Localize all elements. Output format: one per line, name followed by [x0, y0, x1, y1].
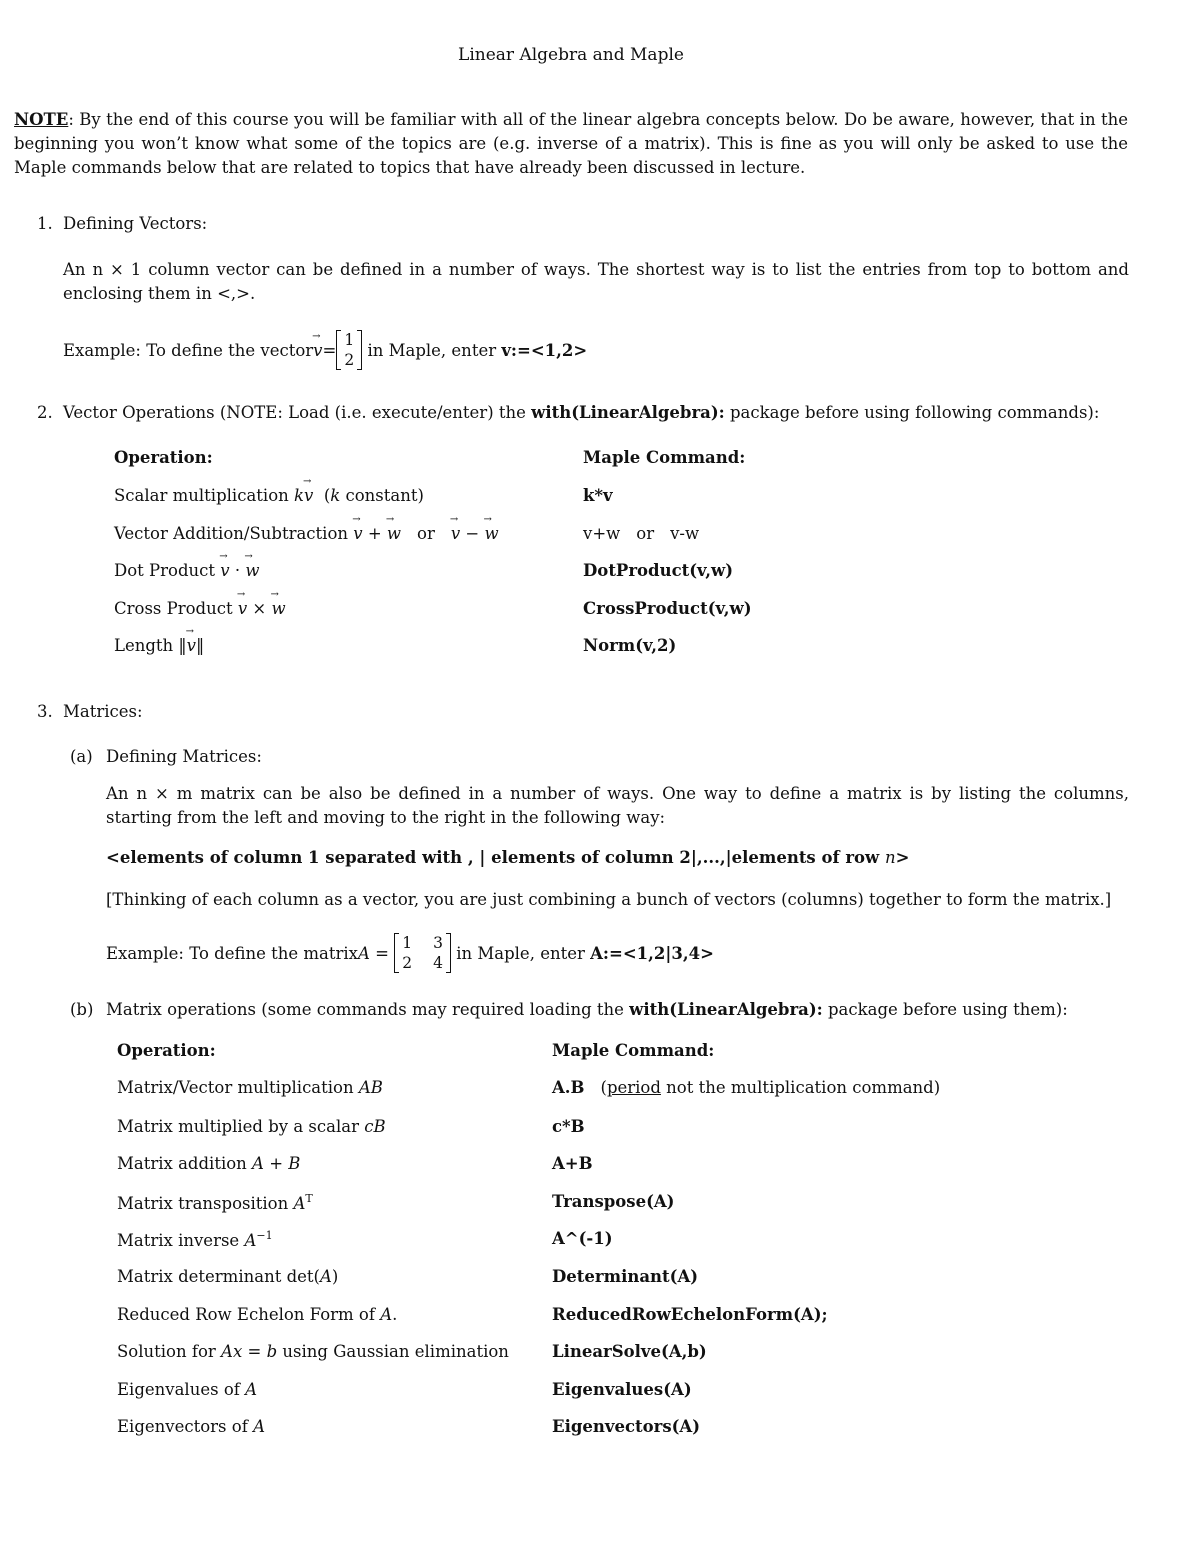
matrix-op-math: A: [380, 1305, 393, 1324]
vector-op-dot-product: Dot Product → v · → w: [114, 561, 259, 580]
vector-cmd-add: v+w: [583, 524, 621, 543]
vector-op-addition-subtraction: Vector Addition/Subtraction → v + → w or→ v − → w: [114, 524, 499, 543]
matrix-cmd-row: [552, 1380, 692, 1399]
subsection-b-heading-package: with(LinearAlgebra):: [629, 1000, 823, 1019]
matrix-op-math: A: [253, 1417, 265, 1436]
subsection-b-heading: [106, 1000, 1068, 1019]
matrix-op-text: Matrix inverse: [117, 1231, 245, 1250]
subsection-a-paragraph: An n × m matrix can be also be defined in a number of ways. One way to define a matrix is by listing the columns, starting from the left and moving to the right in the following way:: [106, 784, 1129, 827]
vector-op-text: Cross Product: [114, 599, 238, 618]
matrix-entry: 4: [433, 954, 443, 972]
vector-op-text: constant): [340, 486, 424, 505]
matrix-op-superscript: −1: [256, 1229, 273, 1242]
matrix-op-text-end: using Gaussian elimination: [277, 1342, 509, 1361]
matrix-op-row: [117, 1342, 509, 1361]
vector-cmd-addition-subtraction: [583, 524, 699, 543]
matrix-cmd-text: A^(-1): [552, 1229, 613, 1248]
vector-entry: 2: [344, 351, 355, 369]
vector-cmd-cross-product: CrossProduct(v,w): [583, 599, 752, 618]
section-1-number: 1.: [37, 214, 53, 233]
matrix-op-row: [117, 1078, 383, 1097]
vector-example-mid: in Maple, enter: [362, 340, 502, 360]
section-1-paragraph: An n × 1 column vector can be defined in a number of ways. The shortest way is to list the entries from top to bottom and enclosing them in <,>.: [63, 260, 1129, 303]
matrix-op-superscript: T: [305, 1192, 313, 1205]
matrix-op-row: [117, 1305, 397, 1324]
matrix-cmd-text: Eigenvectors(A): [552, 1417, 701, 1436]
vector-cmd-length: Norm(v,2): [583, 636, 677, 655]
vector-example-command: v:=<1,2>: [501, 340, 588, 360]
vector-table-header-command: Maple Command:: [583, 448, 746, 467]
matrix-cmd-row: [552, 1342, 707, 1361]
matrix-bracket-note: [Thinking of each column as a vector, you are just combining a bunch of vectors (columns) together to form the matrix.]: [106, 890, 1112, 909]
matrix-a-bracket: [394, 933, 451, 973]
matrix-op-text: Reduced Row Echelon Form of: [117, 1305, 381, 1324]
section-2-heading-pre: Vector Operations (NOTE: Load (i.e. execute/enter) the: [63, 403, 532, 422]
matrix-op-row: [117, 1417, 265, 1436]
matrix-cmd-note: not the multiplication command): [660, 1078, 941, 1097]
matrix-cmd-row: [552, 1305, 828, 1324]
matrix-op-math: Ax = b: [221, 1342, 278, 1361]
matrix-table-header-operation: Operation:: [117, 1041, 216, 1060]
subsection-a-heading: Defining Matrices:: [106, 747, 262, 766]
matrix-op-text: Solution for: [117, 1342, 222, 1361]
vector-table-header-operation: Operation:: [114, 448, 213, 467]
matrix-cmd-row: [552, 1192, 675, 1211]
matrix-op-math: cB: [364, 1117, 386, 1136]
matrix-op-math: A + B: [252, 1154, 301, 1173]
matrix-cmd-text: LinearSolve(A,b): [552, 1342, 707, 1361]
matrix-example-mid: in Maple, enter: [450, 943, 591, 963]
matrix-entry: 3: [433, 934, 443, 952]
matrix-example-var: A: [357, 943, 370, 963]
vector-op-text: Dot Product: [114, 561, 221, 580]
matrix-cmd-text: A.B: [552, 1078, 585, 1097]
matrix-syntax-text: <elements of column 1 separated with , | elements of column 2|,...,|elements of row: [106, 848, 885, 867]
matrix-cmd-row: [552, 1417, 700, 1436]
matrix-op-text: Matrix addition: [117, 1154, 253, 1173]
vector-op-text: (: [313, 486, 331, 505]
matrix-op-math: A: [319, 1267, 332, 1286]
matrix-table-header-command: Maple Command:: [552, 1041, 715, 1060]
vector-cmd-dot-product: DotProduct(v,w): [583, 561, 734, 580]
matrix-entry: 2: [402, 954, 413, 972]
matrix-cmd-text: Transpose(A): [552, 1192, 675, 1211]
matrix-op-text: Matrix/Vector multiplication: [117, 1078, 359, 1097]
section-2-heading-post: package before using following commands):: [724, 403, 1100, 422]
page-title: Linear Algebra and Maple: [458, 45, 684, 65]
section-3-number: 3.: [37, 702, 53, 721]
vector-v-symbol: → v: [313, 341, 322, 360]
note-paragraph: [14, 108, 1128, 180]
matrix-op-row: [117, 1192, 313, 1213]
matrix-op-text: Eigenvectors of: [117, 1417, 254, 1436]
matrix-op-math: A: [244, 1231, 257, 1250]
matrix-op-row: [117, 1154, 300, 1173]
matrix-cmd-text: c*B: [552, 1117, 585, 1136]
note-label: NOTE: [14, 110, 69, 129]
matrix-op-row: [117, 1267, 338, 1286]
vector-example-equals: =: [322, 340, 337, 360]
matrix-op-text-end: ): [331, 1267, 339, 1286]
vector-cmd-subtract: v-w: [670, 524, 700, 543]
note-text: : By the end of this course you will be familiar with all of the linear algebra concepts below. Do be aware, however, that in the beginning you won’t know what some of the topics are (e.g. inverse of a matrix). This is fine as you will only be asked to use the Maple commands below that are related to topics that have already been discussed in lecture.: [14, 110, 1128, 177]
vector-op-text: Vector Addition/Subtraction: [114, 524, 354, 543]
vector-cmd-or: or: [636, 524, 655, 543]
matrix-op-text: Matrix transposition: [117, 1194, 294, 1213]
vector-op-text: k: [330, 486, 341, 505]
matrix-op-math: A: [293, 1194, 306, 1213]
matrix-syntax-end: >: [895, 848, 910, 867]
matrix-op-row: [117, 1380, 257, 1399]
matrix-cmd-row: [552, 1078, 940, 1097]
vector-op-length: Length ‖→ v‖: [114, 636, 204, 655]
matrix-entry: 1: [402, 934, 413, 952]
subsection-b-label: (b): [70, 1000, 94, 1019]
vector-v-bracket: [336, 330, 362, 370]
matrix-cmd-text: A+B: [552, 1154, 593, 1173]
matrix-cmd-row: [552, 1117, 585, 1136]
matrix-syntax-n: n: [884, 848, 896, 867]
matrix-example-prefix: Example: To define the matrix: [106, 943, 358, 963]
subsection-b-heading-post: package before using them):: [822, 1000, 1068, 1019]
section-2-heading-package: with(LinearAlgebra):: [531, 403, 725, 422]
section-2-number: 2.: [37, 403, 53, 422]
matrix-cmd-row: [552, 1229, 613, 1248]
section-2-heading: [63, 403, 1099, 422]
section-1-example: [63, 325, 587, 375]
matrix-op-math: AB: [358, 1078, 383, 1097]
vector-entry: 1: [344, 331, 355, 349]
matrix-op-text: Matrix determinant det(: [117, 1267, 320, 1286]
vector-op-cross-product: Cross Product → v × → w: [114, 599, 286, 618]
vector-op-text: Scalar multiplication: [114, 486, 294, 505]
matrix-op-text: Matrix multiplied by a scalar: [117, 1117, 365, 1136]
vector-op-scalar-multiplication: Scalar multiplication k→ v (k constant): [114, 486, 424, 505]
vector-example-prefix: Example: To define the vector: [63, 340, 314, 360]
vector-op-text: Length: [114, 636, 179, 655]
matrix-example-command: A:=<1,2|3,4>: [590, 943, 714, 963]
section-1-heading: Defining Vectors:: [63, 214, 208, 233]
matrix-syntax-line: [106, 848, 909, 867]
matrix-example: [106, 928, 714, 978]
matrix-cmd-note: (: [600, 1078, 607, 1097]
vector-cmd-scalar-multiplication: k*v: [583, 486, 613, 505]
matrix-cmd-text: Eigenvalues(A): [552, 1380, 692, 1399]
matrix-cmd-text: ReducedRowEchelonForm(A);: [552, 1305, 828, 1324]
matrix-example-equals: =: [369, 943, 395, 963]
matrix-cmd-text: Determinant(A): [552, 1267, 699, 1286]
matrix-cmd-row: [552, 1267, 698, 1286]
matrix-op-math: A: [245, 1380, 258, 1399]
section-3-heading: Matrices:: [63, 702, 143, 721]
matrix-cmd-note-underlined: period: [606, 1078, 661, 1097]
vector-op-or: or: [417, 524, 435, 543]
matrix-op-row: [117, 1117, 386, 1136]
subsection-b-heading-pre: Matrix operations (some commands may required loading the: [106, 1000, 630, 1019]
matrix-op-text-end: .: [392, 1305, 398, 1324]
subsection-a-label: (a): [70, 747, 93, 766]
matrix-op-row: [117, 1229, 273, 1250]
matrix-cmd-row: [552, 1154, 593, 1173]
matrix-op-text: Eigenvalues of: [117, 1380, 246, 1399]
